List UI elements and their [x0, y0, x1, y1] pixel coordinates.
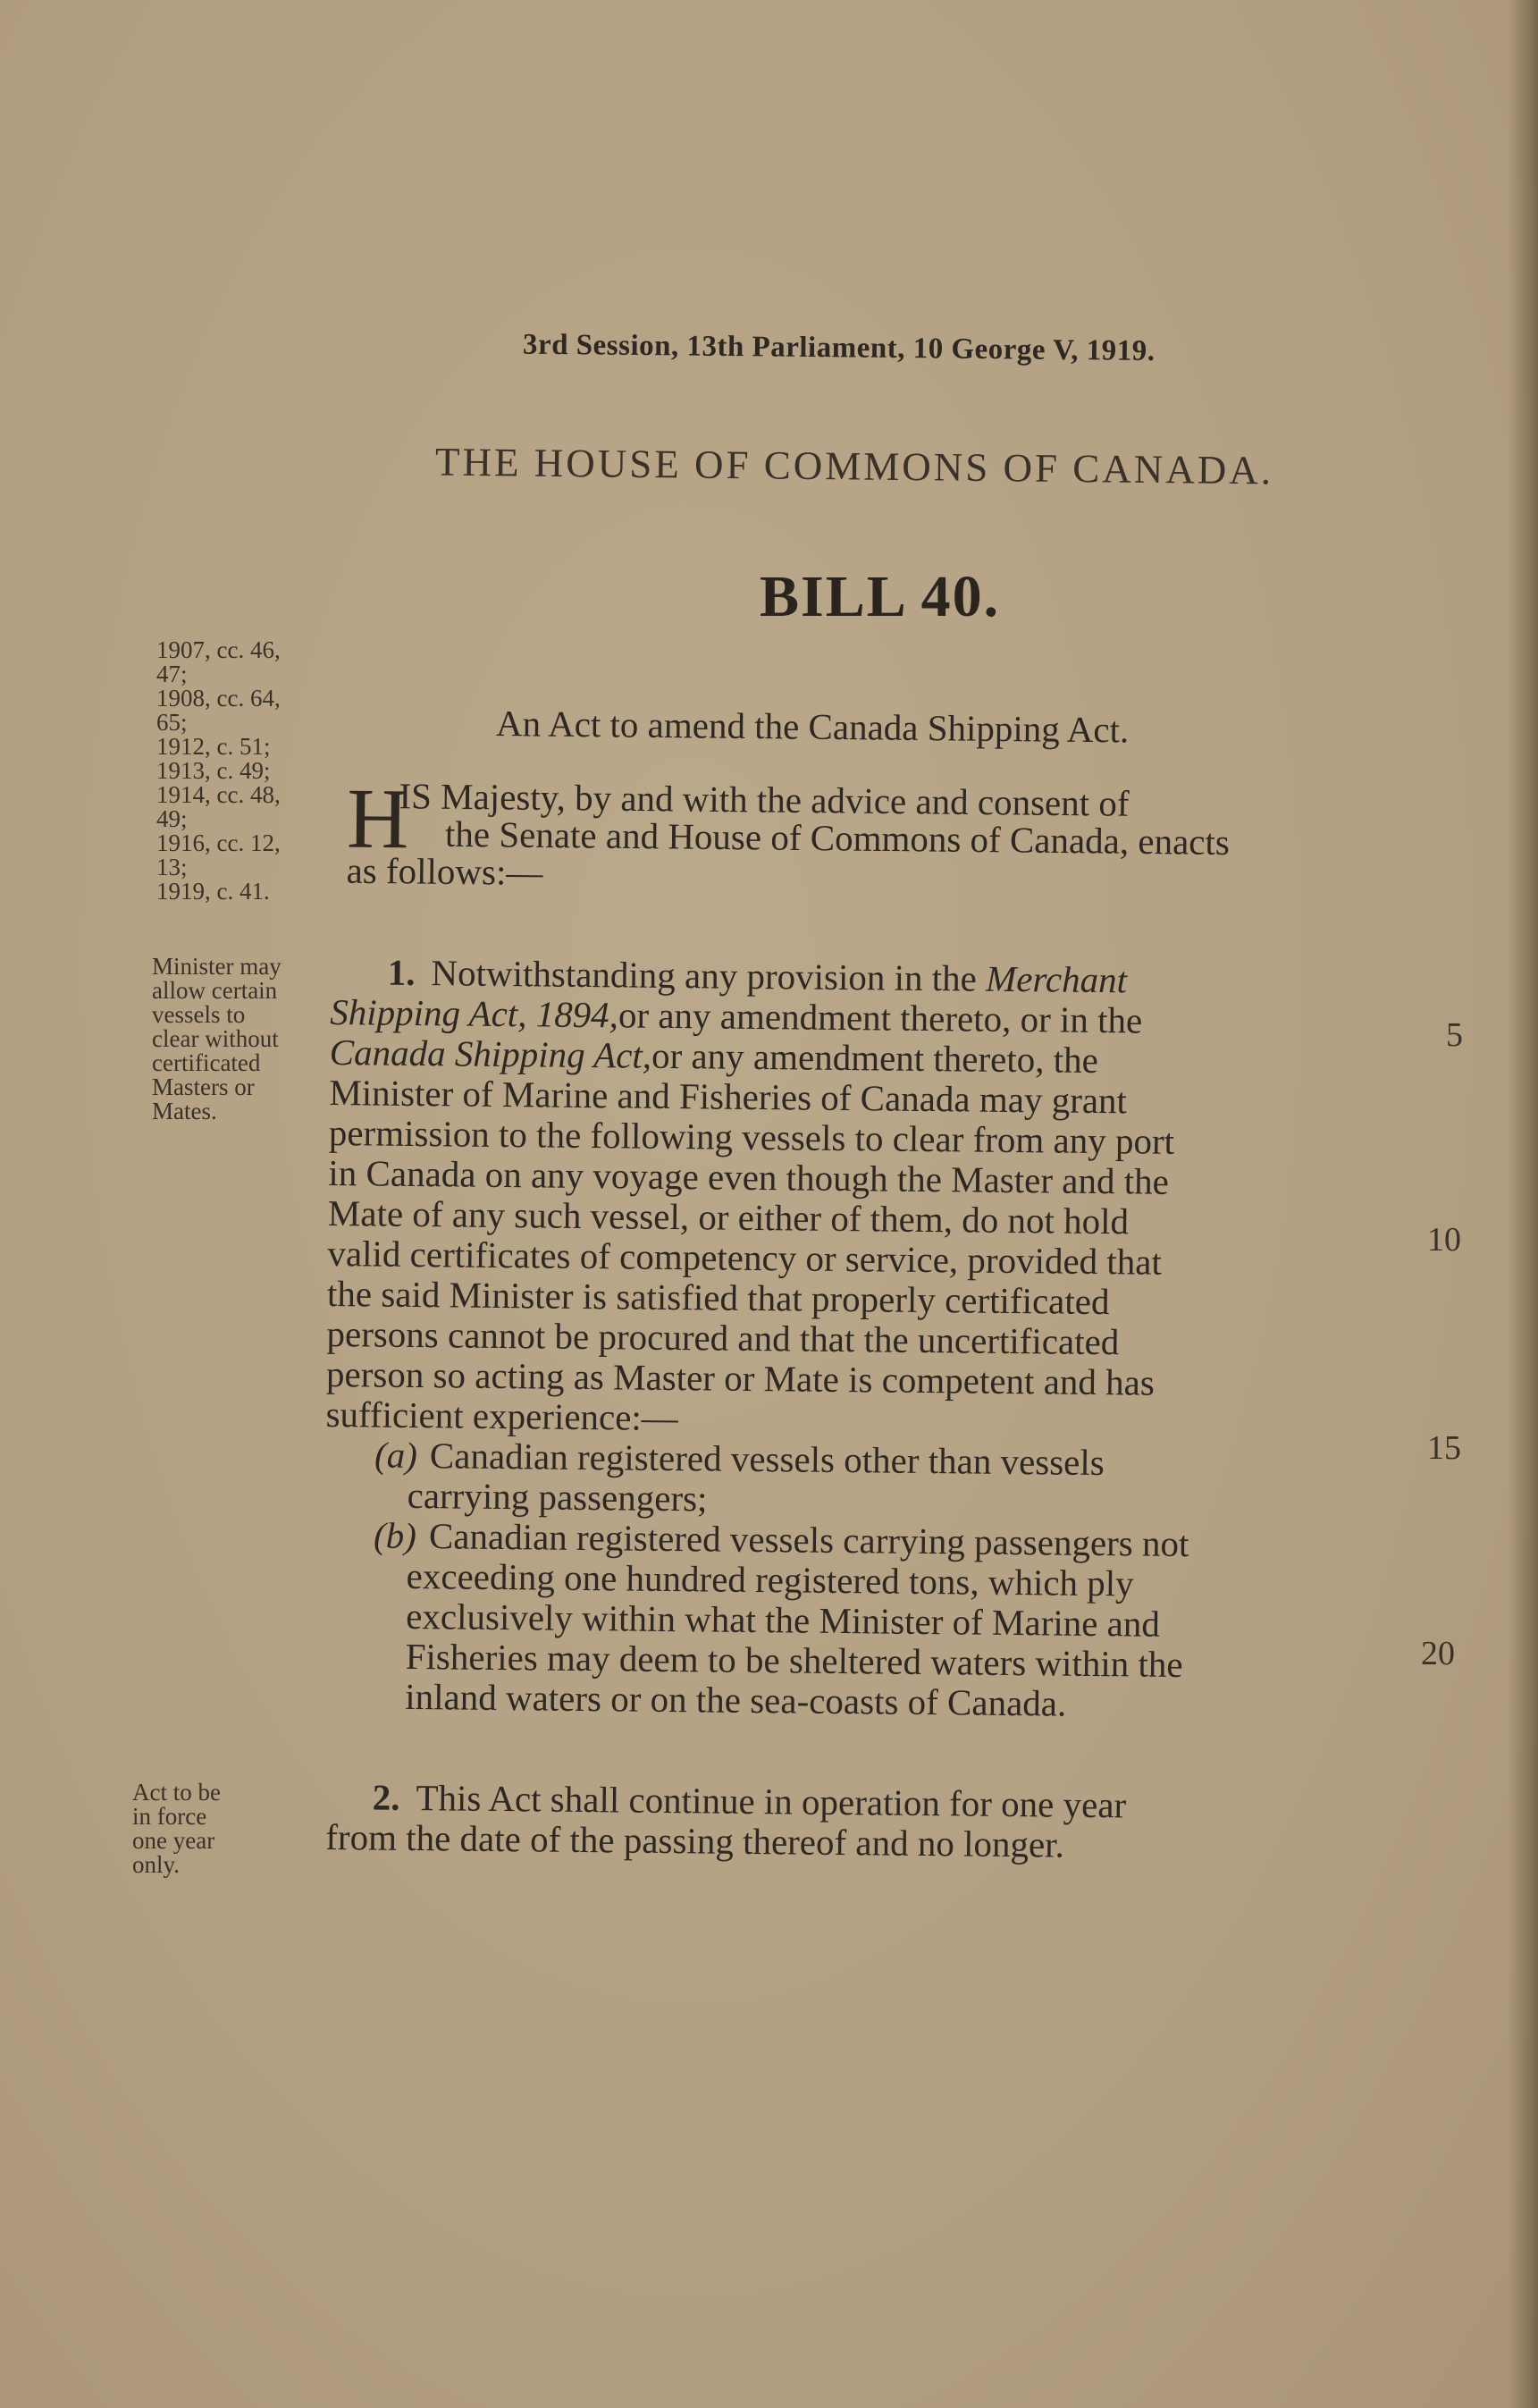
section-text-line: Notwithstanding any provision in the Merchant	[431, 952, 1128, 1001]
citation-line: 1916, cc. 12,	[156, 829, 281, 856]
citation-line: 1908, cc. 64,	[156, 685, 281, 711]
section-1-line: sufficient experience:—	[325, 1393, 679, 1439]
section-1-line: Shipping Act, 1894, or any amendment thereto, or in the	[330, 990, 1143, 1041]
marginal-note-section-2	[132, 1781, 284, 1877]
section-text-line: This Act shall continue in operation for one year	[416, 1777, 1127, 1826]
section-1-line: permission to the following vessels to clear from any port	[328, 1111, 1175, 1162]
marginal-note-line: Masters or	[152, 1073, 255, 1100]
act-title: An Act to amend the Canada Shipping Act.	[495, 703, 1130, 751]
house-heading: THE HOUSE OF COMMONS OF CANADA.	[434, 439, 1274, 493]
citation-line: 65;	[156, 709, 188, 736]
section-number: 1.	[387, 951, 416, 993]
clause-text-line: Canadian registered vessels carrying passengers not	[428, 1515, 1189, 1565]
section-1-line: valid certificates of competency or service, provided that	[327, 1232, 1163, 1283]
clause-b-line: exceeding one hundred registered tons, which ply	[406, 1554, 1134, 1604]
citation-line: 1907, cc. 46,	[156, 636, 281, 663]
bill-number: BILL 40.	[760, 564, 1001, 629]
clause-a-line: carrying passengers;	[407, 1474, 708, 1520]
citation-line: 1919, c. 41.	[156, 878, 270, 905]
marginal-note-line: one year	[132, 1827, 215, 1854]
drop-cap: H	[346, 770, 410, 867]
clause-label: (a)	[374, 1434, 418, 1477]
clause-b-line: Fisheries may deem to be sheltered waters within the	[405, 1635, 1183, 1686]
session-heading: 3rd Session, 13th Parliament, 10 George V, 1919.	[522, 328, 1156, 368]
marginal-note-line: Mates.	[152, 1098, 217, 1124]
section-1-line: the said Minister is satisfied that properly certificated	[326, 1272, 1110, 1323]
section-1-line: Mate of any such vessel, or either of them, do not hold	[327, 1191, 1130, 1242]
citation-line: 1913, c. 49;	[156, 757, 271, 784]
clause-b-line: exclusively within what the Minister of Marine and	[405, 1595, 1161, 1645]
citation-line: 1914, cc. 48,	[156, 781, 281, 808]
clause-text-line: Canadian registered vessels other than vessels	[429, 1435, 1105, 1484]
citation-line: 49;	[156, 805, 188, 832]
line-number: 20	[1421, 1635, 1455, 1672]
section-number: 2.	[372, 1776, 400, 1818]
marginal-note-line: allow certain	[152, 977, 278, 1004]
clause-label: (b)	[373, 1514, 417, 1557]
section-1-line: persons cannot be procured and that the uncertificated	[326, 1312, 1120, 1363]
section-1-line: Minister of Marine and Fisheries of Canada may grant	[329, 1071, 1128, 1122]
section-1-line: person so acting as Master or Mate is competent and has	[325, 1352, 1156, 1403]
statute-citations	[156, 638, 340, 904]
citation-line: 47;	[156, 661, 188, 687]
line-number: 5	[1446, 1016, 1463, 1054]
marginal-note-section-1	[152, 955, 344, 1124]
marginal-note-line: Act to be	[132, 1779, 221, 1806]
marginal-note-line: in force	[132, 1803, 207, 1830]
marginal-note-line: only.	[132, 1851, 180, 1878]
section-1-line: in Canada on any voyage even though the Master and the	[328, 1151, 1170, 1202]
clause-b-line: inland waters or on the sea-coasts of Canada.	[405, 1675, 1067, 1724]
citation-line: 1912, c. 51;	[156, 733, 271, 760]
section-2	[325, 1777, 1416, 1869]
marginal-note-line: Minister may	[152, 953, 282, 980]
enacting-line: IS Majesty, by and with the advice and consent of	[399, 775, 1130, 824]
section-2-line: from the date of the passing thereof and no longer.	[325, 1815, 1065, 1865]
marginal-note-line: certificated	[152, 1049, 261, 1076]
citation-line: 13;	[156, 854, 188, 880]
section-1	[323, 952, 1421, 1728]
line-number: 15	[1427, 1429, 1461, 1467]
section-1-line: Canada Shipping Act, or any amendment thereto, the	[329, 1031, 1099, 1081]
enacting-line: the Senate and House of Commons of Canada, enacts	[444, 812, 1231, 863]
marginal-note-line: vessels to	[152, 1001, 246, 1028]
line-number: 10	[1427, 1221, 1461, 1259]
page-edge-shadow	[1508, 0, 1538, 2408]
enacting-line: as follows:—	[346, 849, 543, 893]
enacting-clause	[346, 770, 1433, 901]
marginal-note-line: clear without	[152, 1025, 279, 1052]
